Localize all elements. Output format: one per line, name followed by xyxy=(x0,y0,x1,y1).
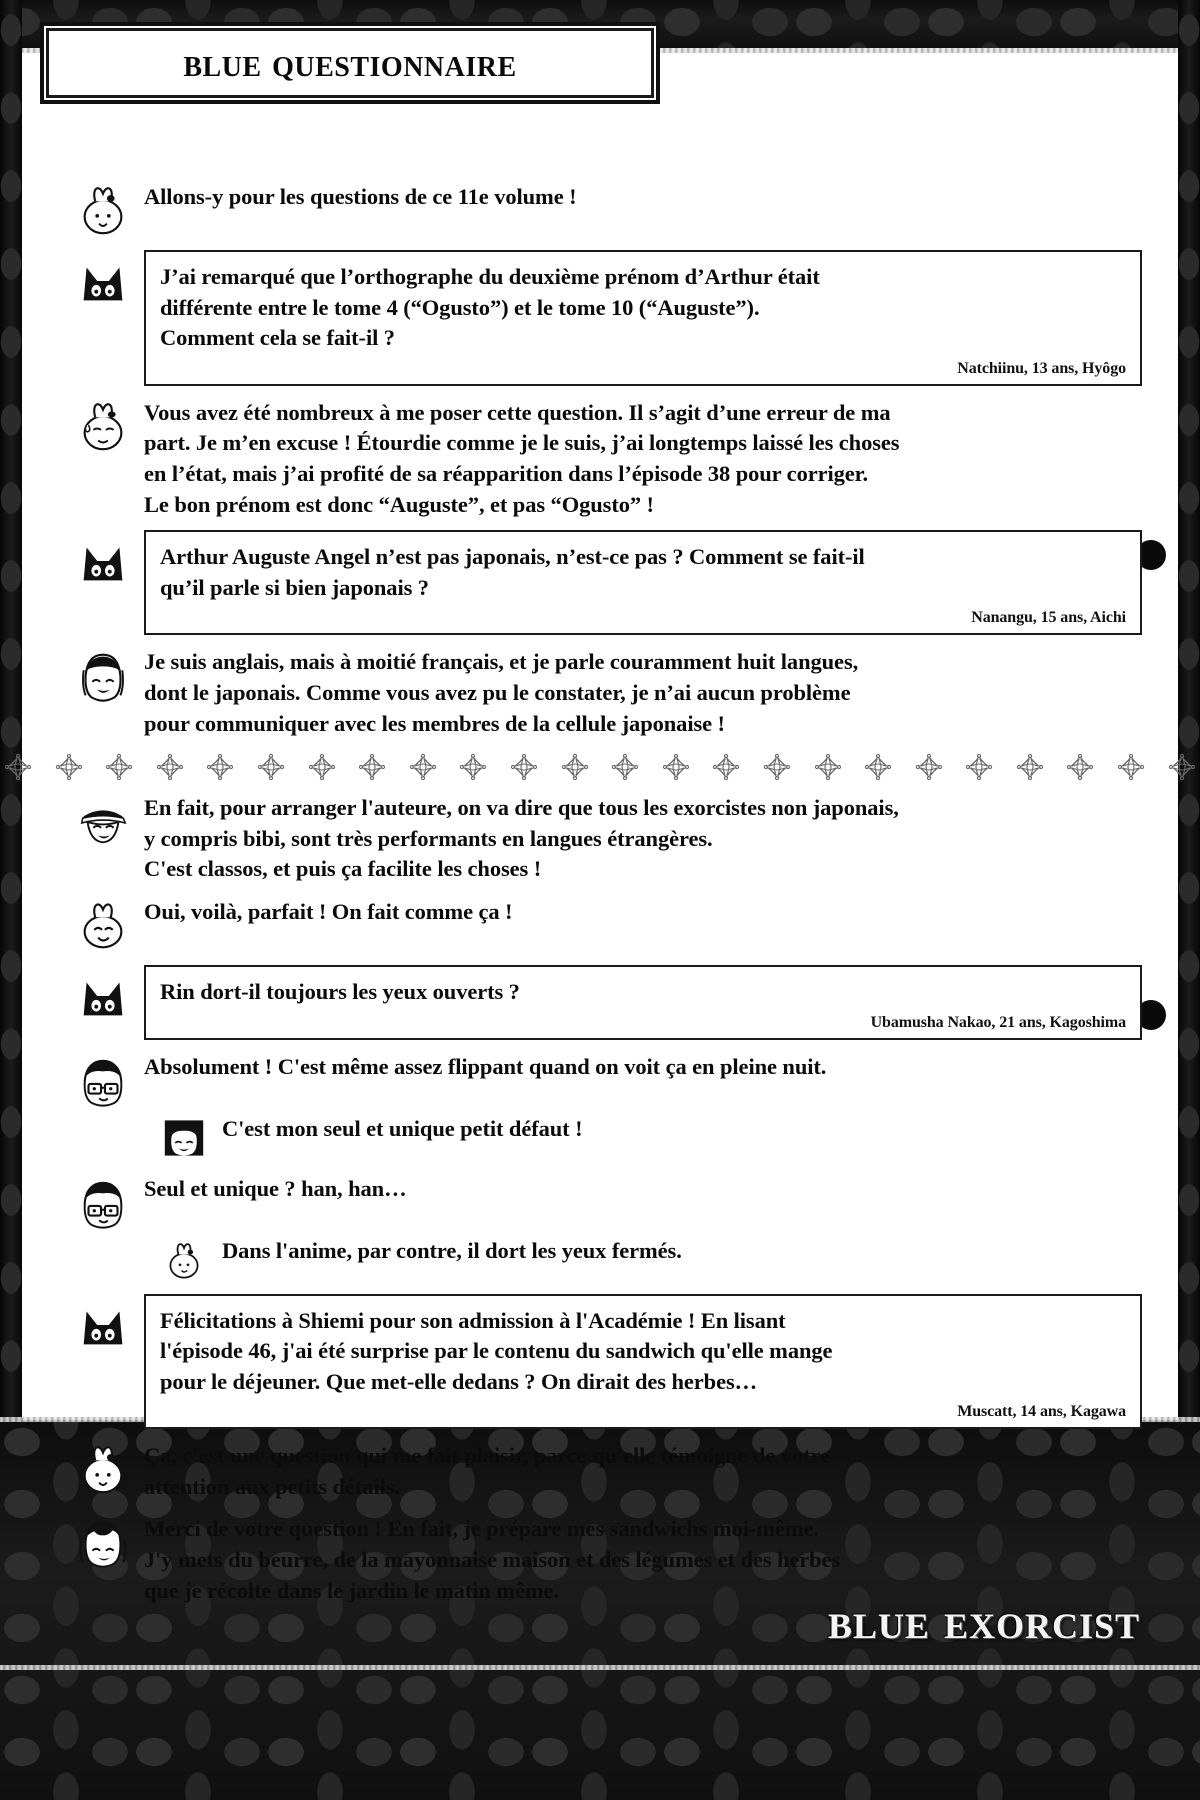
avatar xyxy=(62,895,144,955)
dialogue-line: attention aux petits détails. xyxy=(144,1473,400,1499)
dialogue-row xyxy=(62,1050,1142,1110)
dialogue-line: En fait, pour arranger l'auteure, on va dire que tous les exorcistes non japonais, xyxy=(144,795,899,821)
question-box xyxy=(144,530,1142,635)
dialogue-row xyxy=(62,1439,1142,1502)
cross-ornament-icon xyxy=(965,753,993,781)
avatar xyxy=(62,1112,222,1162)
logo-pinstripe xyxy=(0,1665,1200,1670)
avatar xyxy=(62,1512,144,1572)
dialogue-text xyxy=(144,1172,1142,1205)
dialogue-line: Oui, voilà, parfait ! On fait comme ça ! xyxy=(144,898,513,924)
avatar xyxy=(62,250,144,310)
question-credit: Ubamusha Nakao, 21 ans, Kagoshima xyxy=(870,1013,1126,1031)
avatar xyxy=(62,965,144,1025)
dialogue-line: Comment cela se fait-il ? xyxy=(160,325,395,351)
dialogue-line: C'est classos, et puis ça facilite les choses ! xyxy=(144,856,542,882)
cross-ornament-icon xyxy=(1016,753,1044,781)
angel-head-icon xyxy=(74,647,132,705)
shura-head-icon xyxy=(74,793,132,851)
dialogue-line: Arthur Auguste Angel n’est pas japonais, n’est-ce pas ? Comment se fait-il xyxy=(160,544,865,570)
cross-ornament-icon xyxy=(510,753,538,781)
rin-dark-head-icon xyxy=(160,1114,208,1162)
dialogue-line: dont le japonais. Comme vous avez pu le constater, je n’ai aucun problème xyxy=(144,679,851,705)
rabbit-smile-icon xyxy=(74,897,132,955)
dialogue-line: Rin dort-il toujours les yeux ouverts ? xyxy=(160,978,520,1004)
reader-question-row xyxy=(62,965,1142,1040)
dialogue-line: y compris bibi, sont très performants en langues étrangères. xyxy=(144,825,713,851)
dialogue-text xyxy=(144,791,1142,885)
dialogue-row xyxy=(62,1172,1142,1232)
rabbit-small-icon xyxy=(160,1236,208,1284)
yukio-head-icon xyxy=(74,1174,132,1232)
avatar xyxy=(62,1050,144,1110)
cross-ornament-icon xyxy=(4,753,32,781)
cross-ornament-icon xyxy=(308,753,336,781)
avatar xyxy=(62,396,144,456)
cross-ornament-icon xyxy=(915,753,943,781)
dialogue-line: qu’il parle si bien japonais ? xyxy=(160,574,429,600)
avatar xyxy=(62,1234,222,1284)
dialogue-line: Absolument ! C'est même assez flippant quand on voit ça en pleine nuit. xyxy=(144,1053,827,1079)
cross-ornament-icon xyxy=(156,753,184,781)
dialogue-line: Félicitations à Shiemi pour son admission à l'Académie ! En lisant xyxy=(160,1307,786,1333)
question-credit: Nanangu, 15 ans, Aichi xyxy=(971,609,1126,627)
question-box xyxy=(144,965,1142,1040)
cross-ornament-icon xyxy=(206,753,234,781)
dialogue-line: l'épisode 46, j'ai été surprise par le contenu du sandwich qu'elle mange xyxy=(160,1338,833,1364)
question-box xyxy=(144,1294,1142,1430)
rabbit-head-icon xyxy=(74,1441,132,1499)
dialogue-line: différente entre le tome 4 (“Ogusto”) et le tome 10 (“Auguste”). xyxy=(160,294,760,320)
cross-ornament-icon xyxy=(1066,753,1094,781)
dialogue-line: Seul et unique ? han, han… xyxy=(144,1175,407,1201)
dialogue-line: que je récolte dans le jardin le matin même. xyxy=(144,1577,559,1603)
avatar xyxy=(62,180,144,240)
dialogue-row xyxy=(62,791,1142,885)
avatar xyxy=(62,645,144,705)
qa-list xyxy=(62,170,1142,1606)
dialogue-line: Le bon prénom est donc “Auguste”, et pas “Ogusto” ! xyxy=(144,491,654,517)
cross-ornament-icon xyxy=(459,753,487,781)
cat-head-icon xyxy=(74,1296,132,1354)
dialogue-line: Dans l'anime, par contre, il dort les yeux fermés. xyxy=(222,1237,682,1263)
cross-ornament-icon xyxy=(257,753,285,781)
page-title: blue questionnaire xyxy=(183,40,517,85)
reader-question-row xyxy=(62,250,1142,386)
cross-ornament-icon xyxy=(409,753,437,781)
cross-ornament-icon xyxy=(864,753,892,781)
cross-ornament-icon xyxy=(763,753,791,781)
dialogue-row xyxy=(62,645,1142,739)
dialogue-line: J'y mets du beurre, de la mayonnaise maison et des légumes et des herbes xyxy=(144,1547,841,1573)
dialogue-row xyxy=(62,1234,1142,1284)
dialogue-row xyxy=(62,895,1142,955)
dialogue-text xyxy=(144,645,1142,739)
avatar xyxy=(62,791,144,851)
dialogue-line: part. Je m’en excuse ! Étourdie comme je le suis, j’ai longtemps laissé les choses xyxy=(144,430,900,456)
avatar xyxy=(62,530,144,590)
rabbit-sweat-icon xyxy=(74,398,132,456)
reader-question-row xyxy=(62,530,1142,635)
series-logo xyxy=(827,1593,1140,1650)
cat-head-icon xyxy=(74,252,132,310)
reader-question-row xyxy=(62,1294,1142,1430)
dialogue-line: Ça, c'est une question qui me fait plaisir, parce qu'elle témoigne de votre xyxy=(144,1443,830,1469)
dialogue-text xyxy=(144,1050,1142,1083)
cross-ornament-icon xyxy=(611,753,639,781)
cross-ornament-icon xyxy=(712,753,740,781)
question-box xyxy=(144,250,1142,386)
cross-ornament-icon xyxy=(358,753,386,781)
avatar xyxy=(62,1439,144,1499)
question-credit: Muscatt, 14 ans, Kagawa xyxy=(957,1403,1126,1421)
dialogue-line: en l’état, mais j’ai profité de sa réapparition dans l’épisode 38 pour corriger. xyxy=(144,460,869,486)
series-logo-text: blue exorcist xyxy=(827,1593,1140,1650)
dialogue-text xyxy=(222,1112,1142,1145)
dialogue-line: Allons-y pour les questions de ce 11e volume ! xyxy=(144,184,577,209)
dialogue-text xyxy=(144,180,1142,213)
dialogue-text xyxy=(144,895,1142,928)
yukio-head-icon xyxy=(74,1052,132,1110)
dialogue-line: Vous avez été nombreux à me poser cette question. Il s’agit d’une erreur de ma xyxy=(144,399,891,425)
dialogue-line: C'est mon seul et unique petit défaut ! xyxy=(222,1115,583,1141)
dialogue-row xyxy=(62,180,1142,240)
shiemi-head-icon xyxy=(74,1514,132,1572)
dialogue-line: Je suis anglais, mais à moitié français, et je parle couramment huit langues, xyxy=(144,649,859,675)
cross-ornament-icon xyxy=(561,753,589,781)
dialogue-line: J’ai remarqué que l’orthographe du deuxième prénom d’Arthur était xyxy=(160,264,820,289)
dialogue-text xyxy=(144,396,1142,520)
cross-ornament-icon xyxy=(814,753,842,781)
cat-head-icon xyxy=(74,532,132,590)
cross-ornament-icon xyxy=(55,753,83,781)
dialogue-text xyxy=(144,1439,1142,1502)
cross-ornament-icon xyxy=(1117,753,1145,781)
cross-ornament-icon xyxy=(1168,753,1196,781)
dialogue-row xyxy=(62,396,1142,520)
avatar xyxy=(62,1172,144,1232)
dialogue-text xyxy=(222,1234,1142,1267)
rabbit-head-icon xyxy=(74,182,132,240)
cat-head-icon xyxy=(74,967,132,1025)
dialogue-line: Merci de votre question ! En fait, je prépare mes sandwichs moi-même. xyxy=(144,1516,819,1542)
section-divider xyxy=(0,753,1200,781)
avatar xyxy=(62,1294,144,1354)
question-credit: Natchiinu, 13 ans, Hyôgo xyxy=(957,359,1126,377)
cross-ornament-icon xyxy=(105,753,133,781)
cross-ornament-icon xyxy=(662,753,690,781)
page-title-plate xyxy=(40,22,660,104)
dialogue-line: pour communiquer avec les membres de la cellule japonaise ! xyxy=(144,710,725,736)
dialogue-line: pour le déjeuner. Que met-elle dedans ? On dirait des herbes… xyxy=(160,1368,758,1394)
dialogue-row xyxy=(62,1112,1142,1162)
